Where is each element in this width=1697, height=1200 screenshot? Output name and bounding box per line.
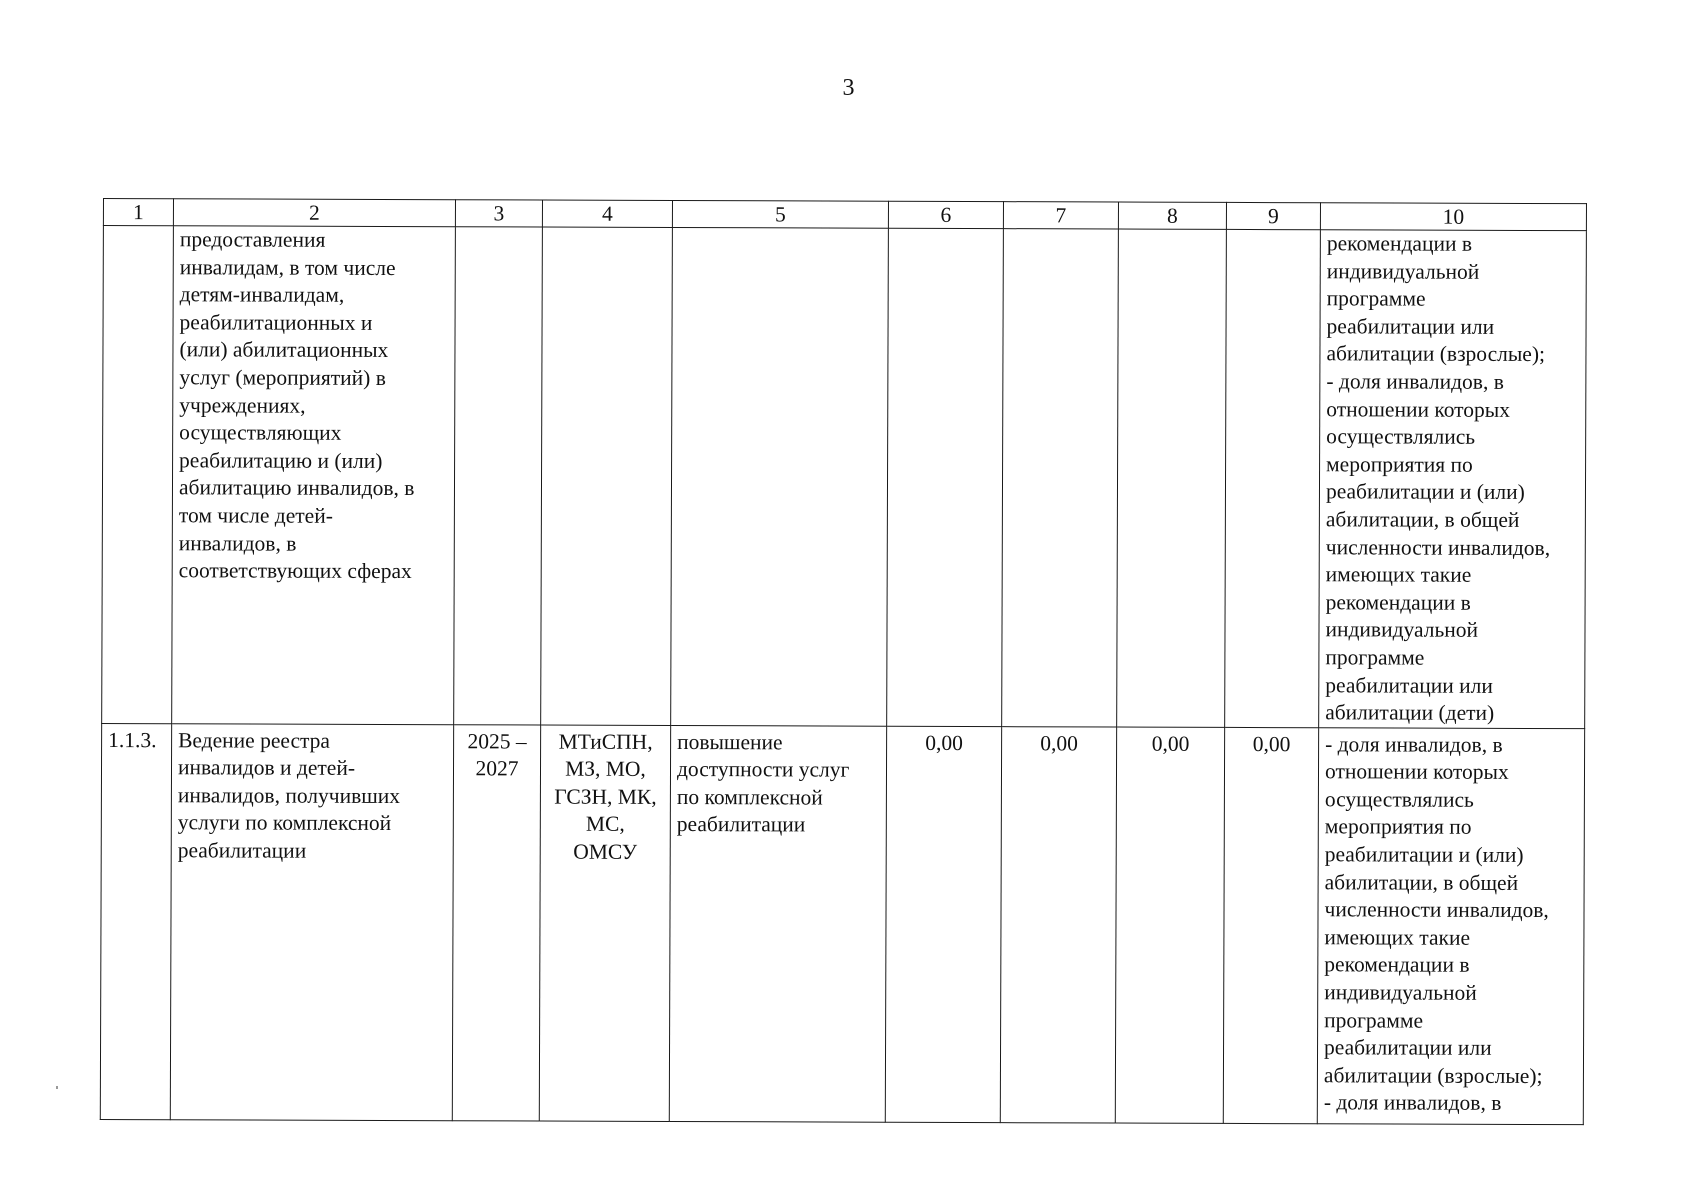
result-cell: повышение доступности услуг по комплексной реабилитации [669,725,886,1122]
funding-col9-cell [1225,229,1321,727]
column-header-10: 10 [1320,203,1586,231]
executors-cell [541,227,673,725]
executors-cell: МТиСПН, МЗ, МО, ГСЗН, МК, МС, ОМСУ [539,725,670,1121]
period-cell [454,227,543,725]
funding-col7-cell [1002,229,1119,727]
column-header-4: 4 [542,200,672,227]
funding-col8-cell [1117,229,1227,727]
period-cell: 2025 – 2027 [452,724,540,1120]
row-number-cell: 1.1.3. [100,723,171,1119]
measure-name-cell: предоставления инвалидам, в том числе детям-инвалидам, реабилитационных и (или) абилитационных услуг (мероприятий) в учреждениях, осуществляющих реабилитацию и (или) абилитацию инвалидов, в том числе детей- инвалидов, в соответствующих сферах [172,226,456,725]
column-header-5: 5 [672,200,888,228]
column-header-7: 7 [1003,202,1118,229]
row-number-cell [102,226,174,724]
funding-col6-cell [887,228,1004,726]
funding-col8-cell: 0,00 [1115,727,1224,1123]
measure-name-cell: Ведение реестра инвалидов и детей- инвалидов, получивших услуги по комплексной реабилитации [170,723,453,1120]
table-row [102,226,1587,729]
column-header-9: 9 [1226,202,1320,229]
column-header-2: 2 [173,199,455,227]
measures-table [100,198,1587,1125]
table-row [100,723,1584,1124]
funding-col7-cell: 0,00 [1000,726,1116,1122]
funding-col9-cell: 0,00 [1223,727,1318,1123]
column-header-8: 8 [1118,202,1226,229]
column-header-6: 6 [888,201,1003,228]
indicators-cell: - доля инвалидов, в отношении которых осуществлялись мероприятия по реабилитации и (или) абилитации, в общей численности инвалидов, имеющих такие рекомендации в индивидуальной программе реабилитации или абилитации (взрослые); - доля инвалидов, в [1317,727,1584,1124]
indicators-cell: рекомендации в индивидуальной программе реабилитации или абилитации (взрослые); - доля инвалидов, в отношении которых осуществлялись мероприятия по реабилитации и (или) абилитации, в общей численности инвалидов, имеющих такие рекомендации в индивидуальной программе реабилитации или абилитации (дети) [1319,230,1587,729]
scan-speck [56,1086,58,1089]
funding-col6-cell: 0,00 [885,726,1001,1122]
page-number: 3 [842,75,855,101]
result-cell [671,227,889,725]
column-header-1: 1 [103,199,173,226]
column-header-3: 3 [455,200,542,227]
